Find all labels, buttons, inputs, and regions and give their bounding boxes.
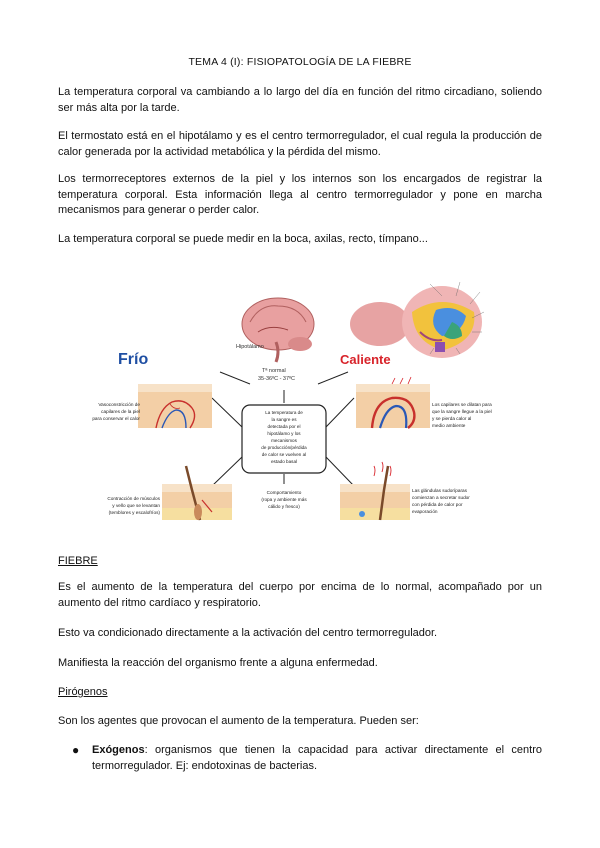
pirogenos-intro: Son los agentes que provocan el aumento de la temperatura. Pueden ser: [58, 715, 419, 727]
list-item [72, 743, 542, 774]
paragraph-measurement: La temperatura corporal se puede medir en la boca, axilas, recto, tímpano... [58, 233, 428, 245]
brain-label: Hipotálamo [236, 344, 264, 350]
behavior-text: Comportamiento [266, 490, 302, 495]
bullet-term: Exógenos [92, 744, 145, 756]
cold-skin-vessels-image [138, 384, 212, 428]
hot-skin-vessels-image [356, 377, 430, 428]
cold-title: Frío [118, 351, 149, 368]
cold-top-text: Vasoconstricción de [98, 402, 140, 407]
hot-title: Caliente [340, 352, 391, 367]
hot-top-text: medio ambiente [432, 423, 466, 428]
normal-temp-line2: 35-36ºC - 37ºC [258, 376, 296, 382]
hot-top-text: que la sangre llegue a la piel [432, 409, 492, 414]
fiebre-heading: FIEBRE [58, 555, 98, 567]
center-box-line: La temperatura de [265, 410, 303, 415]
cold-top-text: para conservar el calor [92, 416, 140, 421]
hot-bottom-text: comienzan a secretar sudor [412, 495, 470, 500]
center-box-line: detectada por el [267, 424, 301, 429]
cold-skin-hair-image [162, 466, 232, 520]
center-box-line: estado basal [270, 459, 298, 464]
cold-bottom-text: (temblores y escalofríos) [108, 510, 160, 515]
fiebre-manifestation: Manifiesta la reacción del organismo frente a alguna enfermedad. [58, 657, 378, 669]
fiebre-condition: Esto va condicionado directamente a la activación del centro termorregulador. [58, 627, 438, 639]
hot-bottom-text: Las glándulas sudoríparas [412, 488, 467, 493]
bullet-description: : organismos que tienen la capacidad para activar directamente el centro termorregulador. Ej: endotoxinas de bacterias. [92, 744, 542, 772]
paragraph-thermostat: El termostato está en el hipotálamo y es el centro termorregulador, el cual regula la producción de calor generada por la actividad metabólica y la pérdida del mismo. [58, 130, 542, 158]
cold-top-text: capilares de la piel [101, 409, 140, 414]
hot-top-text: Los capilares se dilatan para [432, 402, 492, 407]
hot-bottom-text: evaporación [412, 509, 438, 514]
paragraph-thermoreceptors: Los termorreceptores externos de la piel y los internos son los encargados de registrar la temperatura corporal. Esta información llega al centro termorregulador y pone en marcha mecanismos para generar o perder calor. [58, 173, 542, 216]
cold-bottom-text: Contracción de músculos [107, 496, 160, 501]
brain-coronal-image [350, 286, 482, 358]
bullet-text [92, 743, 542, 774]
hot-top-text: y se pierda calor al [432, 416, 472, 421]
hot-bottom-text: con pérdida de calor por [412, 502, 463, 507]
document-title: TEMA 4 (I): FISIOPATOLOGÍA DE LA FIEBRE [188, 56, 412, 68]
center-box-line: la sangre es [271, 417, 297, 422]
hot-skin-sweat-image [340, 462, 410, 520]
center-box-line: mecanismos [271, 438, 297, 443]
behavior-text: cálido y fresco) [268, 504, 300, 509]
center-box-line: de calor se vuelven al [261, 452, 307, 457]
bullet-icon: ● [72, 743, 80, 757]
center-box-line: hipotálamo y los [267, 431, 301, 436]
brain-sagittal-image [242, 298, 314, 362]
center-box-line: de producción/pérdida [261, 445, 307, 450]
fiebre-definition: Es el aumento de la temperatura del cuerpo por encima de lo normal, acompañado por un aumento del ritmo cardíaco y respiratorio. [58, 581, 542, 609]
pirogenos-heading: Pirógenos [58, 686, 108, 698]
paragraph-circadian: La temperatura corporal va cambiando a lo largo del día en función del ritmo circadiano, soliendo ser más alta por la tarde. [58, 86, 542, 114]
normal-temp-line1: Tª normal [262, 368, 286, 374]
thermoregulation-figure [92, 262, 530, 544]
behavior-text: (ropa y ambiente más [261, 497, 307, 502]
cold-bottom-text: y vello que se levantan [112, 503, 160, 508]
